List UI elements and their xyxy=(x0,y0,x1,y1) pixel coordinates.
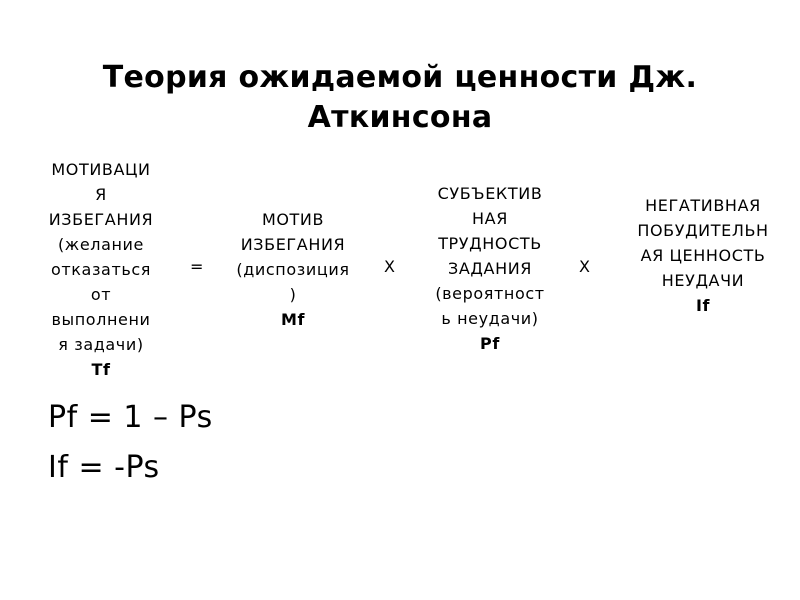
term-line: МОТИВАЦИ xyxy=(51,160,151,179)
term-line: ПОБУДИТЕЛЬН xyxy=(637,221,769,240)
term-line: МОТИВ xyxy=(261,210,325,229)
term-line: (диспозиция xyxy=(236,260,350,279)
term-line: от xyxy=(90,285,112,304)
term-line: НЕУДАЧИ xyxy=(661,271,745,290)
term-line: я задачи) xyxy=(58,335,144,354)
term-line: (желание xyxy=(57,235,145,254)
term-symbol-tf: Tf xyxy=(91,360,111,379)
term-line: ИЗБЕГАНИЯ xyxy=(240,235,346,254)
term-negative-incentive-value xyxy=(616,193,790,318)
term-line: ь неудачи) xyxy=(441,309,539,328)
term-line: ) xyxy=(289,285,297,304)
term-line: СУБЪЕКТИВ xyxy=(437,184,543,203)
term-line: ТРУДНОСТЬ xyxy=(438,234,542,253)
equals-operator: = xyxy=(190,257,204,276)
term-symbol-mf: Mf xyxy=(280,310,306,329)
slide-title xyxy=(0,58,800,138)
term-line: АЯ ЦЕННОСТЬ xyxy=(640,246,766,265)
term-line: НАЯ xyxy=(472,209,508,228)
term-avoidance-motive xyxy=(222,207,364,332)
formula-pf: Pf = 1 – Ps xyxy=(48,400,213,435)
term-symbol-pf: Pf xyxy=(480,334,500,353)
term-line: ЗАДАНИЯ xyxy=(448,259,532,278)
multiply-operator: X xyxy=(579,257,590,276)
term-symbol-if: If xyxy=(695,296,711,315)
formula-if: If = -Ps xyxy=(48,450,160,485)
slide-title-line-2: Аткинсона xyxy=(307,100,493,135)
term-line: НЕГАТИВНАЯ xyxy=(645,196,761,215)
term-subjective-difficulty xyxy=(418,181,562,356)
multiply-operator: X xyxy=(384,257,395,276)
term-line: отказаться xyxy=(50,260,152,279)
slide-title-line-1: Теория ожидаемой ценности Дж. xyxy=(102,60,698,95)
term-line: ИЗБЕГАНИЯ xyxy=(48,210,154,229)
term-line: (вероятност xyxy=(435,284,545,303)
term-line: выполнени xyxy=(51,310,151,329)
term-line: Я xyxy=(95,185,107,204)
term-avoidance-motivation xyxy=(30,157,172,382)
